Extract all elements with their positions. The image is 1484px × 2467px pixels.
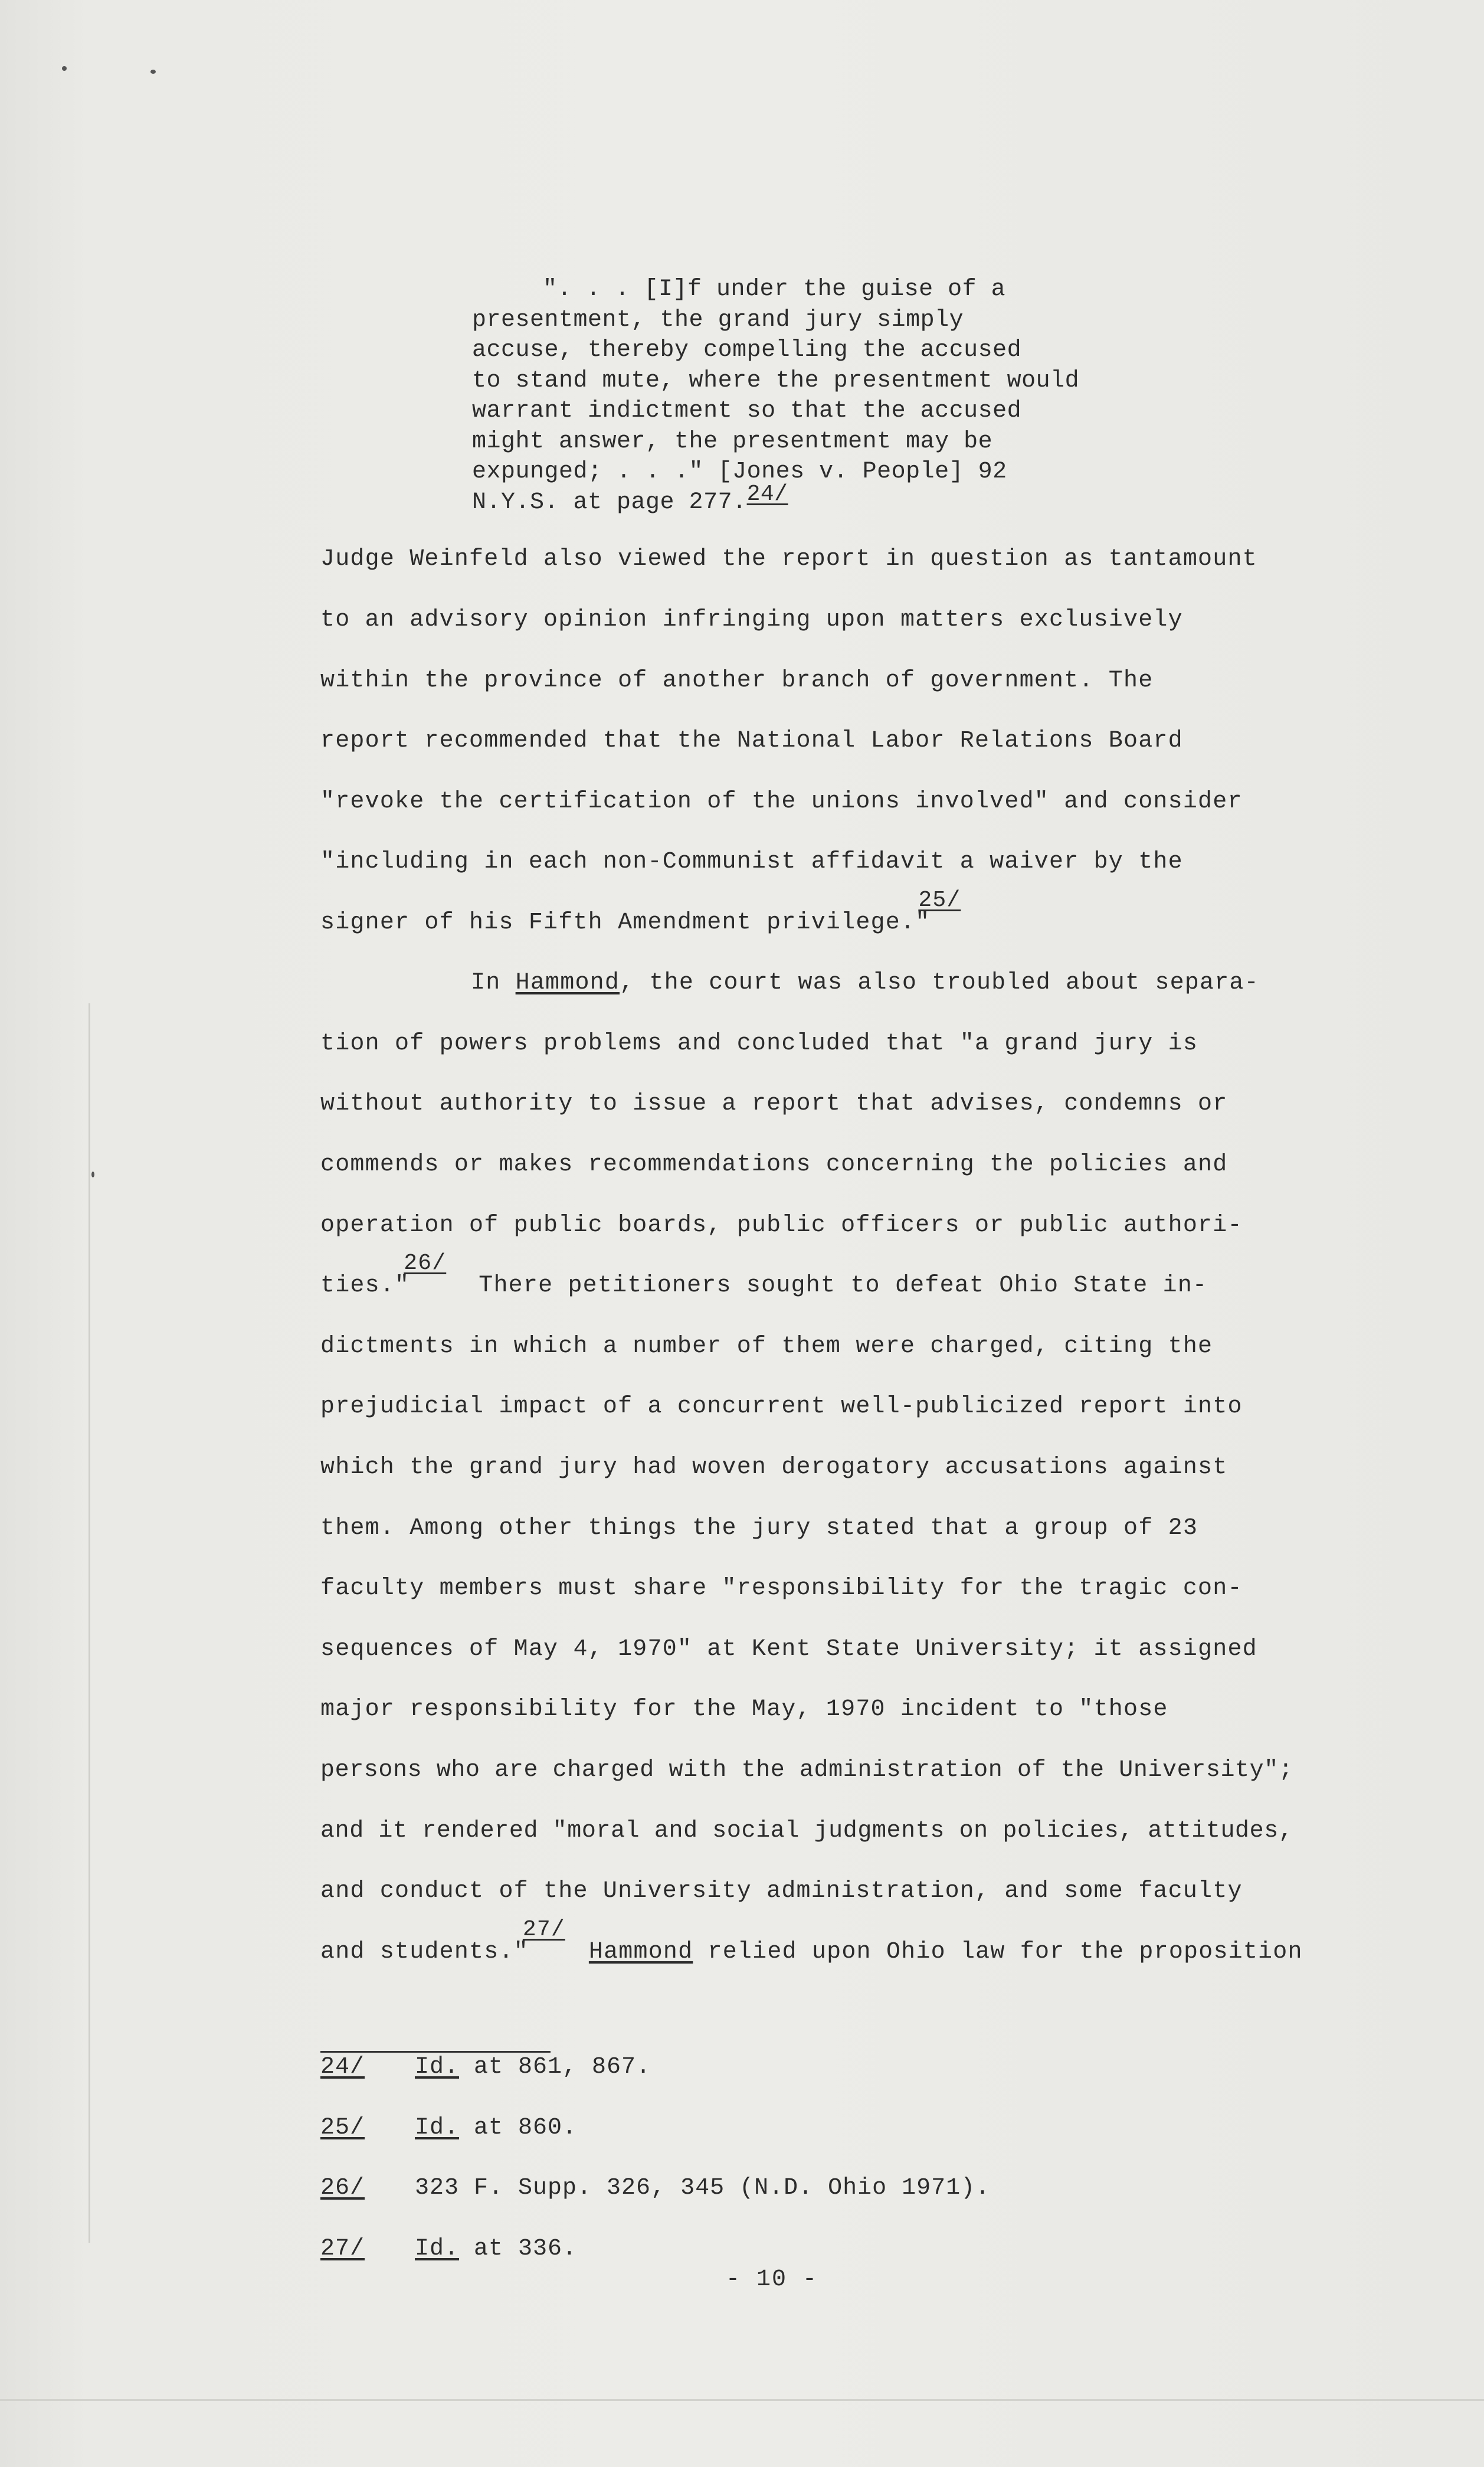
footnote-ref-24: 24/ bbox=[746, 481, 788, 507]
body-line: dictments in which a number of them were charged, citing the bbox=[320, 1333, 1213, 1360]
footnote-ref-26: 26/ bbox=[404, 1251, 447, 1276]
body-line: sequences of May 4, 1970" at Kent State University; it assigned bbox=[320, 1636, 1257, 1663]
body-line bbox=[320, 1251, 1208, 1299]
footnote-27 bbox=[320, 2236, 577, 2262]
footnote-number: 26/ bbox=[320, 2175, 365, 2201]
case-name-hammond: Hammond bbox=[588, 1939, 693, 1965]
quote-text: N.Y.S. at page 277. bbox=[472, 489, 747, 516]
paper-speck bbox=[150, 70, 156, 74]
page-edge-bottom bbox=[0, 2399, 1484, 2401]
body-line: within the province of another branch of government. The bbox=[320, 668, 1154, 694]
footnote-text: at 336. bbox=[459, 2236, 578, 2262]
quote-line: accuse, thereby compelling the accused bbox=[472, 337, 1022, 364]
footnote-ref-25: 25/ bbox=[918, 888, 961, 913]
body-text: There petitioners sought to defeat Ohio State in- bbox=[479, 1272, 1208, 1299]
footnote-number: 24/ bbox=[320, 2054, 365, 2080]
body-line: Judge Weinfeld also viewed the report in question as tantamount bbox=[320, 546, 1257, 572]
footnote-cite: Id. bbox=[415, 2054, 460, 2080]
footnote-text: at 861, 867. bbox=[459, 2054, 651, 2080]
body-line: without authority to issue a report that advises, condemns or bbox=[320, 1091, 1228, 1117]
body-text: relied upon Ohio law for the proposition bbox=[693, 1939, 1303, 1965]
footnote-ref-27: 27/ bbox=[522, 1917, 565, 1942]
body-line: operation of public boards, public officers or public authori- bbox=[320, 1212, 1243, 1239]
body-text: signer of his Fifth Amendment privilege." bbox=[320, 909, 931, 936]
body-line bbox=[320, 1917, 1303, 1965]
footnote-25 bbox=[320, 2115, 577, 2141]
body-line: and conduct of the University administration, and some faculty bbox=[320, 1878, 1243, 1905]
body-line: "revoke the certification of the unions involved" and consider bbox=[320, 788, 1243, 815]
footnote-24 bbox=[320, 2054, 651, 2080]
body-line: persons who are charged with the administration of the University"; bbox=[320, 1757, 1293, 1784]
paper-speck bbox=[62, 66, 67, 71]
body-line: which the grand jury had woven derogatory accusations against bbox=[320, 1454, 1228, 1481]
footnote-text: 323 F. Supp. 326, 345 (N.D. Ohio 1971). bbox=[415, 2175, 991, 2201]
body-line: faculty members must share "responsibility for the tragic con- bbox=[320, 1575, 1243, 1602]
footnote-number: 25/ bbox=[320, 2115, 365, 2141]
body-text: In bbox=[471, 970, 516, 996]
body-line: "including in each non-Communist affidavit a waiver by the bbox=[320, 849, 1183, 875]
quote-line: to stand mute, where the presentment would bbox=[472, 367, 1080, 394]
footnote-cite: Id. bbox=[415, 2115, 460, 2141]
body-line: tion of powers problems and concluded that "a grand jury is bbox=[320, 1030, 1198, 1057]
footnote-rule bbox=[320, 2051, 551, 2053]
footnote-number: 27/ bbox=[320, 2236, 365, 2262]
footnote-26 bbox=[320, 2175, 990, 2201]
body-line: major responsibility for the May, 1970 incident to "those bbox=[320, 1696, 1168, 1723]
body-text: ties." bbox=[320, 1272, 410, 1299]
page-number: - 10 - bbox=[726, 2266, 818, 2293]
body-text: and students." bbox=[320, 1939, 529, 1965]
body-line: prejudicial impact of a concurrent well-publicized report into bbox=[320, 1393, 1243, 1420]
footnote-cite: Id. bbox=[415, 2236, 460, 2262]
quote-line: might answer, the presentment may be bbox=[472, 428, 993, 455]
paper-speck bbox=[91, 1172, 94, 1177]
body-line: report recommended that the National Labor Relations Board bbox=[320, 728, 1183, 754]
footnote-text: at 860. bbox=[459, 2115, 578, 2141]
quote-line: expunged; . . ." [Jones v. People] 92 bbox=[472, 459, 1007, 485]
quote-line: presentment, the grand jury simply bbox=[472, 306, 964, 333]
body-line bbox=[320, 970, 1259, 996]
block-quote bbox=[472, 274, 1180, 518]
body-line: to an advisory opinion infringing upon matters exclusively bbox=[320, 607, 1183, 633]
quote-line bbox=[472, 481, 1180, 518]
body-line bbox=[320, 888, 961, 936]
body-text: , the court was also troubled about separa- bbox=[620, 970, 1259, 996]
page-edge-left bbox=[89, 1003, 90, 2243]
body-line: and it rendered "moral and social judgments on policies, attitudes, bbox=[320, 1818, 1293, 1844]
quote-line: warrant indictment so that the accused bbox=[472, 398, 1022, 424]
case-name-hammond: Hammond bbox=[515, 970, 620, 996]
body-line: them. Among other things the jury stated that a group of 23 bbox=[320, 1515, 1198, 1542]
quote-line: ". . . [I]f under the guise of a bbox=[543, 276, 1006, 303]
body-line: commends or makes recommendations concerning the policies and bbox=[320, 1151, 1228, 1178]
